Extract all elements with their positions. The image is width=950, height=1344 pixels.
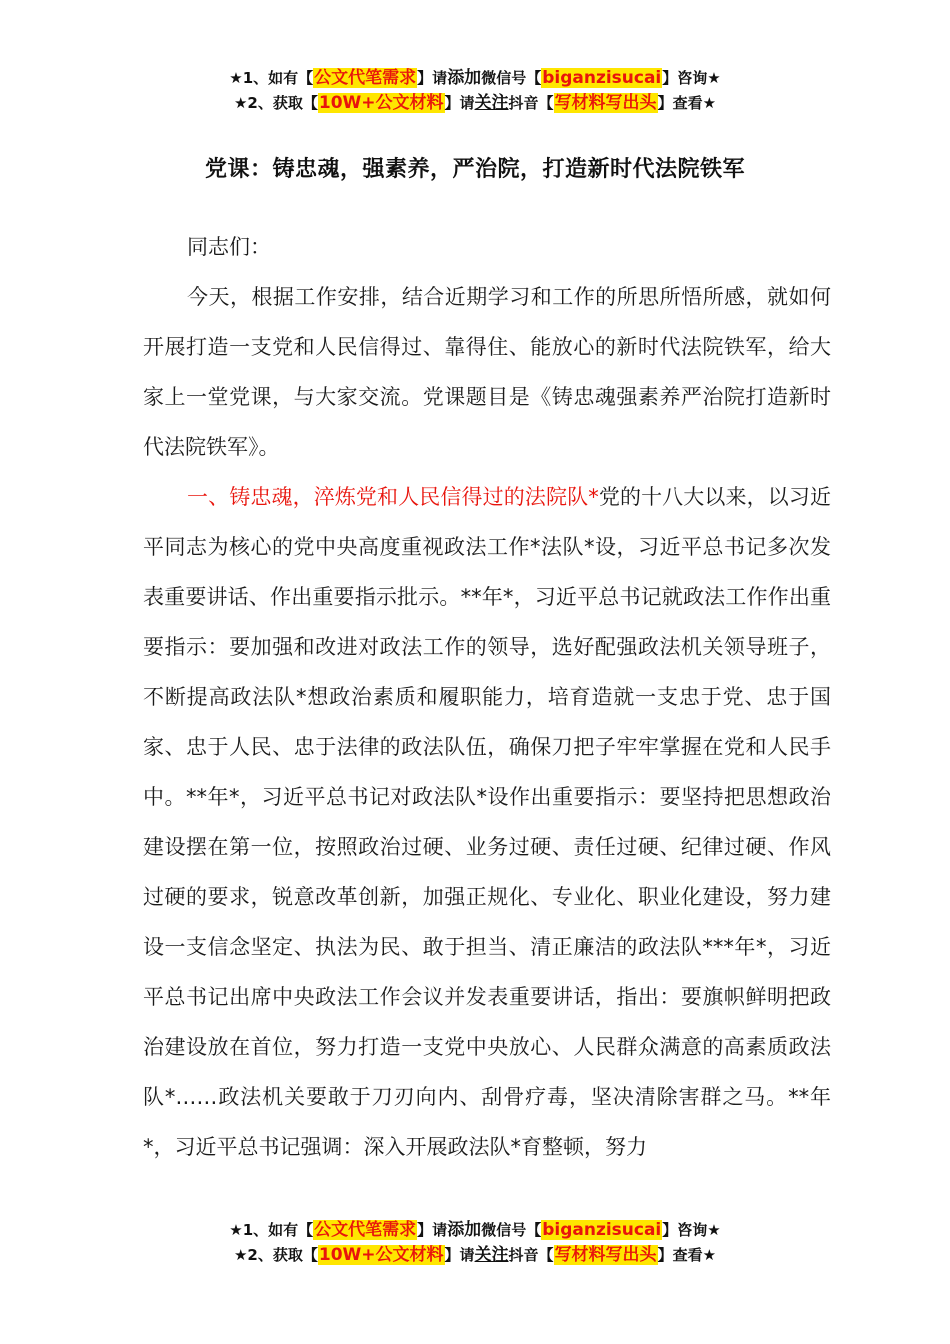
- section-1-paragraph: [143, 472, 831, 1172]
- footer-line-1: ★1、如有【公文代笔需求】请添加微信号【biganzisucai】咨询★: [229, 1220, 721, 1240]
- footer-banner: [0, 1218, 950, 1268]
- highlight-wechat-id: biganzisucai: [542, 68, 662, 88]
- highlight-service: 公文代笔需求: [314, 68, 417, 88]
- banner-line-1: ★1、如有【公文代笔需求】请添加微信号【biganzisucai】咨询★: [229, 68, 721, 88]
- document-body: [143, 222, 831, 1172]
- section-1-text: 党的十八大以来，以习近平同志为核心的党中央高度重视政法工作*法队*设，习近平总书记多次发表重要讲话、作出重要指示批示。**年*，习近平总书记就政法工作作出重要指示：要加强和改进对政法工作的领导，选好配强政法机关领导班子，不断提高政法队*想政治素质和履职能力，培育造就一支忠于党、忠于国家、忠于人民、忠于法律的政法队伍，确保刀把子牢牢掌握在党和人民手中。**年*，习近平总书记对政法队*设作出重要指示：要坚持把思想政治建设摆在第一位，按照政治过硬、业务过硬、责任过硬、纪律过硬、作风过硬的要求，锐意改革创新，加强正规化、专业化、职业化建设，努力建设一支信念坚定、执法为民、敢于担当、清正廉洁的政法队***年*，习近平总书记出席中央政法工作会议并发表重要讲话，指出：要旗帜鲜明把政治建设放在首位，努力打造一支党中央放心、人民群众满意的高素质政法队*……政法机关要敢于刀刃向内、刮骨疗毒，坚决清除害群之马。**年*，习近平总书记强调：深入开展政法队*育整顿，努力: [143, 485, 832, 1159]
- header-banner: [0, 66, 950, 116]
- document-title: 党课：铸忠魂，强素养，严治院，打造新时代法院铁军: [204, 157, 745, 182]
- footer-line-2: ★2、获取【10W+公文材料】请关注抖音【写材料写出头】查看★: [233, 1245, 717, 1265]
- greeting: 同志们：: [187, 235, 271, 259]
- intro-paragraph: 今天，根据工作安排，结合近期学习和工作的所思所悟所感，就如何开展打造一支党和人民信得过、靠得住、能放心的新时代法院铁军，给大家上一堂党课，与大家交流。党课题目是《铸忠魂强素养严治院打造新时代法院铁军》。: [143, 285, 831, 459]
- section-1-heading: 一、铸忠魂，淬炼党和人民信得过的法院队*: [187, 485, 599, 509]
- highlight-douyin: 写材料写出头: [554, 93, 657, 113]
- banner-line-2: ★2、获取【10W+公文材料】请关注抖音【写材料写出头】查看★: [233, 93, 717, 113]
- highlight-materials: 10W+公文材料: [318, 93, 444, 113]
